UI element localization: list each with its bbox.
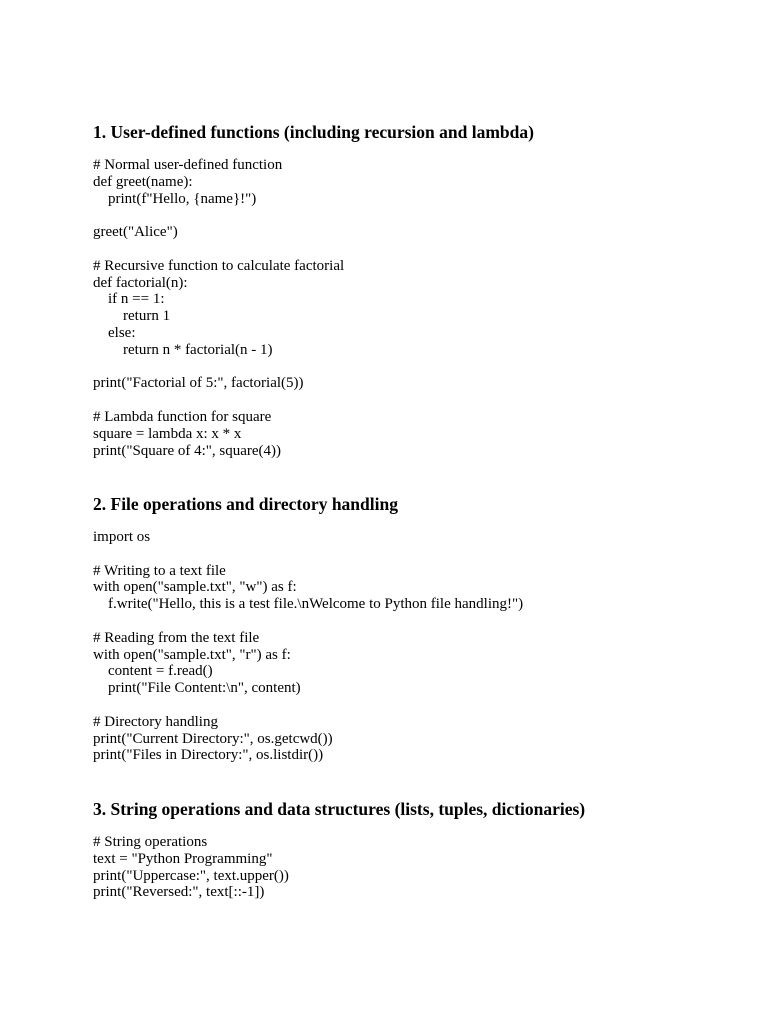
section-1 bbox=[93, 120, 534, 459]
code-line: square = lambda x: x * x bbox=[93, 425, 242, 442]
section-heading: 3. String operations and data structures (lists, tuples, dictionaries) bbox=[93, 799, 586, 819]
code-line: print("Factorial of 5:", factorial(5)) bbox=[93, 375, 304, 392]
code-line: text = "Python Programming" bbox=[93, 850, 273, 867]
code-line: print("Uppercase:", text.upper()) bbox=[93, 867, 289, 884]
code-block bbox=[93, 157, 534, 459]
code-line: print("Square of 4:", square(4)) bbox=[93, 442, 282, 459]
code-line: def factorial(n): bbox=[93, 274, 188, 291]
code-line: # Writing to a text file bbox=[93, 562, 226, 579]
code-line: def greet(name): bbox=[93, 173, 193, 190]
code-line bbox=[93, 613, 523, 630]
code-line bbox=[93, 546, 523, 563]
code-line: print(f"Hello, {name}!") bbox=[93, 190, 257, 207]
code-line: import os bbox=[93, 529, 151, 545]
code-block bbox=[93, 834, 585, 901]
section-2 bbox=[93, 492, 523, 764]
code-line: # Lambda function for square bbox=[93, 408, 272, 425]
code-line: # Normal user-defined function bbox=[93, 157, 283, 173]
code-line: # String operations bbox=[93, 834, 208, 850]
code-line: content = f.read() bbox=[93, 663, 213, 680]
code-line: return 1 bbox=[93, 308, 171, 325]
section-heading: 2. File operations and directory handling bbox=[93, 494, 398, 514]
section-heading: 1. User-defined functions (including recursion and lambda) bbox=[93, 122, 534, 142]
code-line: print("File Content:\n", content) bbox=[93, 680, 301, 697]
code-line: print("Files in Directory:", os.listdir()) bbox=[93, 747, 324, 764]
code-line: # Recursive function to calculate factorial bbox=[93, 257, 345, 274]
code-line: with open("sample.txt", "w") as f: bbox=[93, 579, 297, 596]
code-line: with open("sample.txt", "r") as f: bbox=[93, 646, 291, 663]
code-line bbox=[93, 697, 523, 714]
section-3 bbox=[93, 797, 585, 901]
code-line: f.write("Hello, this is a test file.\nWelcome to Python file handling!") bbox=[93, 596, 524, 613]
code-line: else: bbox=[93, 324, 136, 341]
code-line: print("Reversed:", text[::-1]) bbox=[93, 884, 265, 901]
code-line: print("Current Directory:", os.getcwd()) bbox=[93, 730, 333, 747]
code-line bbox=[93, 359, 534, 376]
code-line bbox=[93, 241, 534, 258]
code-line: if n == 1: bbox=[93, 291, 165, 308]
code-line: return n * factorial(n - 1) bbox=[93, 341, 273, 358]
code-line: greet("Alice") bbox=[93, 224, 178, 241]
code-line: # Directory handling bbox=[93, 713, 218, 730]
code-line bbox=[93, 207, 534, 224]
code-line: # Reading from the text file bbox=[93, 629, 260, 646]
code-block bbox=[93, 529, 523, 764]
code-line bbox=[93, 392, 534, 409]
